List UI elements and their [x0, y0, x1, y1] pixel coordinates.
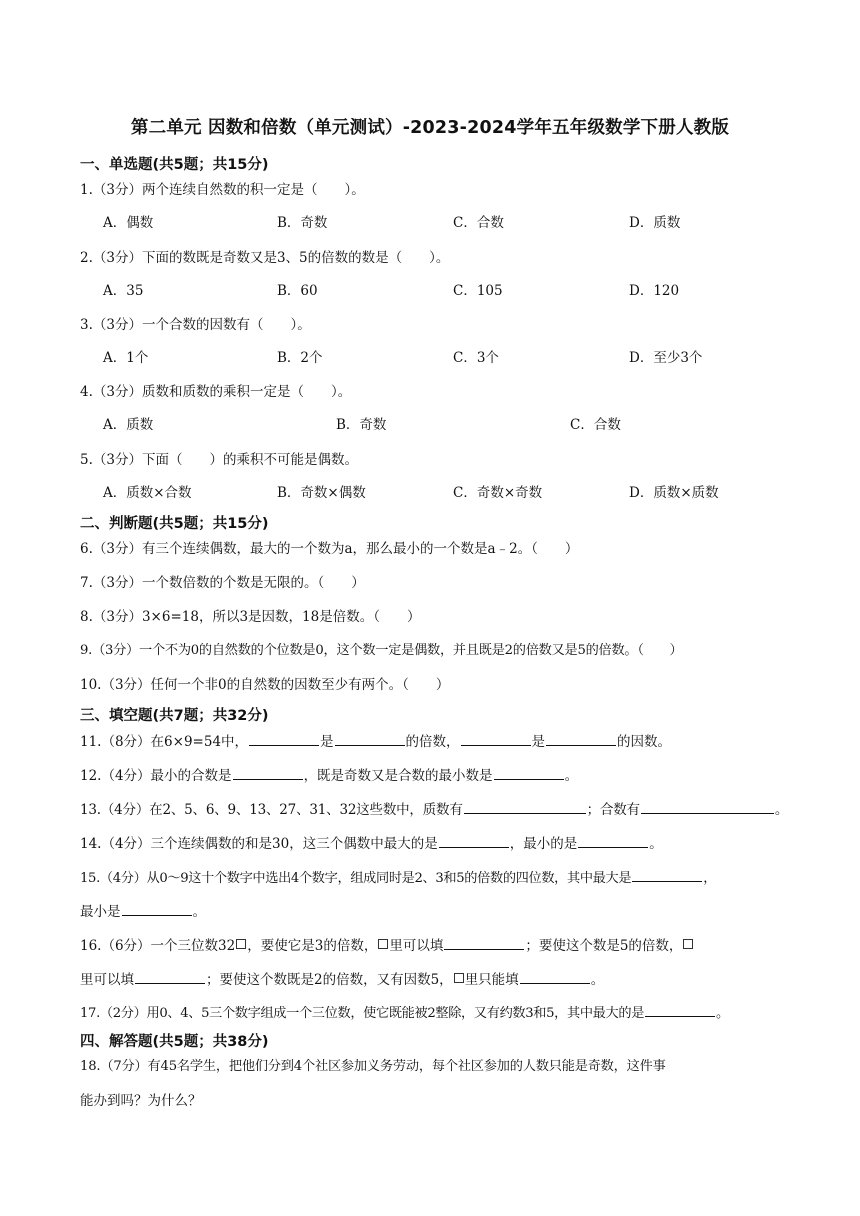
answer-blank[interactable] [578, 833, 648, 848]
q15-text-1: 15.（4分）从0～9这十个数字中选出4个数字，组成同时是2、3和5的倍数的四位数，其中最大是 [80, 871, 632, 886]
q4-option-a: A．质数 [103, 417, 154, 433]
q15-text-4: 。 [192, 904, 206, 920]
q1-option-d: D．质数 [629, 215, 681, 231]
answer-blank[interactable] [233, 765, 303, 780]
q12-text-3: 。 [564, 768, 579, 784]
question-2: 2.（3分）下面的数既是奇数又是3、5的倍数的数是（ ）。 [80, 250, 450, 266]
question-1: 1.（3分）两个连续自然数的积一定是（ ）。 [80, 182, 365, 198]
q16-text-5: 里可以填 [80, 972, 134, 988]
section-true-false: 二、判断题(共5题；共15分) [80, 516, 269, 532]
q2-option-d: D．120 [629, 283, 680, 299]
section-single-choice: 一、单选题(共5题；共15分) [80, 157, 269, 173]
section-word-problems: 四、解答题(共5题；共38分) [80, 1034, 269, 1050]
square-box-icon [236, 939, 246, 949]
q4-option-c: C．合数 [570, 417, 621, 433]
question-15-line-2 [80, 901, 206, 922]
q1-option-b: B．奇数 [277, 215, 328, 231]
q11-text-4: 是 [531, 734, 546, 750]
question-4: 4.（3分）质数和质数的乘积一定是（ ）。 [80, 384, 352, 400]
answer-blank[interactable] [249, 731, 319, 746]
q16-text-6: ；要使这个数既是2的倍数，又有因数5， [206, 972, 453, 988]
q14-text-2: ，最小的是 [509, 836, 578, 852]
q16-text-8: 。 [590, 972, 605, 988]
square-box-icon [683, 939, 693, 949]
q16-text-2: ，要使它是3的倍数， [247, 938, 378, 954]
section-fill-blank: 三、填空题(共7题；共32分) [80, 708, 269, 724]
answer-blank[interactable] [444, 935, 524, 950]
question-6: 6.（3分）有三个连续偶数，最大的一个数为a，那么最小的一个数是a﹣2。（ ） [80, 541, 579, 557]
q16-text-1: 16.（6分）一个三位数32 [80, 938, 236, 954]
q17-text-1: 17.（2分）用0、4、5三个数字组成一个三位数，使它既能被2整除，又有约数3和5，其中最大的是 [80, 1006, 645, 1021]
q15-text-2: ， [703, 871, 717, 886]
q3-option-c: C．3个 [453, 350, 499, 366]
question-3: 3.（3分）一个合数的因数有（ ）。 [80, 317, 311, 333]
question-17 [80, 1002, 729, 1024]
q16-text-7: 里只能填 [464, 972, 519, 988]
question-7: 7.（3分）一个数倍数的个数是无限的。（ ） [80, 575, 365, 591]
q16-text-3: 里可以填 [389, 938, 444, 954]
q1-option-a: A．偶数 [103, 215, 154, 231]
question-5: 5.（3分）下面（ ）的乘积不可能是偶数。 [80, 452, 358, 468]
q5-option-c: C．奇数×奇数 [453, 485, 543, 501]
answer-blank[interactable] [546, 731, 616, 746]
square-box-icon [378, 939, 388, 949]
question-14 [80, 833, 663, 854]
q12-text-2: ，既是奇数又是合数的最小数是 [303, 768, 493, 784]
question-18: 18.（7分）有45名学生，把他们分到4个社区参加义务劳动，每个社区参加的人数只能是奇数，这件事 [80, 1059, 666, 1074]
question-9: 9.（3分）一个不为0的自然数的个位数是0，这个数一定是偶数，并且既是2的倍数又是5的倍数。（ ） [80, 643, 683, 658]
q1-option-c: C．合数 [453, 215, 504, 231]
question-16 [80, 935, 694, 956]
answer-blank[interactable] [335, 731, 405, 746]
q3-option-b: B．2个 [277, 350, 323, 366]
q3-option-a: A．1个 [103, 350, 149, 366]
question-13 [80, 799, 788, 820]
answer-blank[interactable] [439, 833, 509, 848]
question-8: 8.（3分）3×6=18，所以3是因数，18是倍数。（ ） [80, 609, 421, 625]
q12-text-1: 12.（4分）最小的合数是 [80, 768, 232, 784]
q16-text-4: ；要使这个数是5的倍数， [525, 938, 683, 954]
question-15 [80, 867, 716, 889]
q5-option-a: A．质数×合数 [103, 485, 192, 501]
answer-blank[interactable] [464, 799, 586, 814]
square-box-icon [454, 973, 464, 983]
question-12 [80, 765, 578, 786]
q11-text-5: 的因数。 [617, 734, 672, 750]
q13-text-1: 13.（4分）在2、5、6、9、13、27、31、32这些数中，质数有 [80, 802, 463, 818]
q11-text-2: 是 [320, 734, 334, 750]
answer-blank[interactable] [520, 969, 590, 984]
answer-blank[interactable] [641, 799, 774, 814]
answer-blank[interactable] [122, 901, 192, 916]
q2-option-a: A．35 [103, 283, 144, 299]
q13-text-3: 。 [774, 802, 789, 818]
q14-text-1: 14.（4分）三个连续偶数的和是30，这三个偶数中最大的是 [80, 836, 438, 852]
question-10: 10.（3分）任何一个非0的自然数的因数至少有两个。（ ） [80, 677, 450, 693]
worksheet-title: 第二单元 因数和倍数（单元测试）-2023-2024学年五年级数学下册人教版 [130, 118, 730, 138]
question-11 [80, 731, 671, 752]
answer-blank[interactable] [135, 969, 205, 984]
q15-text-3: 最小是 [80, 904, 121, 920]
q11-text-3: 的倍数， [405, 734, 460, 750]
q17-text-2: 。 [716, 1006, 729, 1021]
q13-text-2: ；合数有 [586, 802, 640, 818]
answer-blank[interactable] [645, 1002, 715, 1017]
q2-option-c: C．105 [453, 283, 503, 299]
q3-option-d: D．至少3个 [629, 350, 703, 366]
answer-blank[interactable] [461, 731, 531, 746]
q11-text-1: 11.（8分）在6×9=54中， [80, 734, 249, 750]
answer-blank[interactable] [494, 765, 564, 780]
q2-option-b: B．60 [277, 283, 318, 299]
q5-option-b: B．奇数×偶数 [277, 485, 366, 501]
question-18-line-2: 能办到吗？为什么？ [80, 1093, 202, 1109]
q14-text-3: 。 [649, 836, 663, 852]
question-16-line-2 [80, 969, 604, 990]
q4-option-b: B．奇数 [336, 417, 387, 433]
answer-blank[interactable] [632, 867, 702, 882]
q5-option-d: D．质数×质数 [629, 485, 719, 501]
